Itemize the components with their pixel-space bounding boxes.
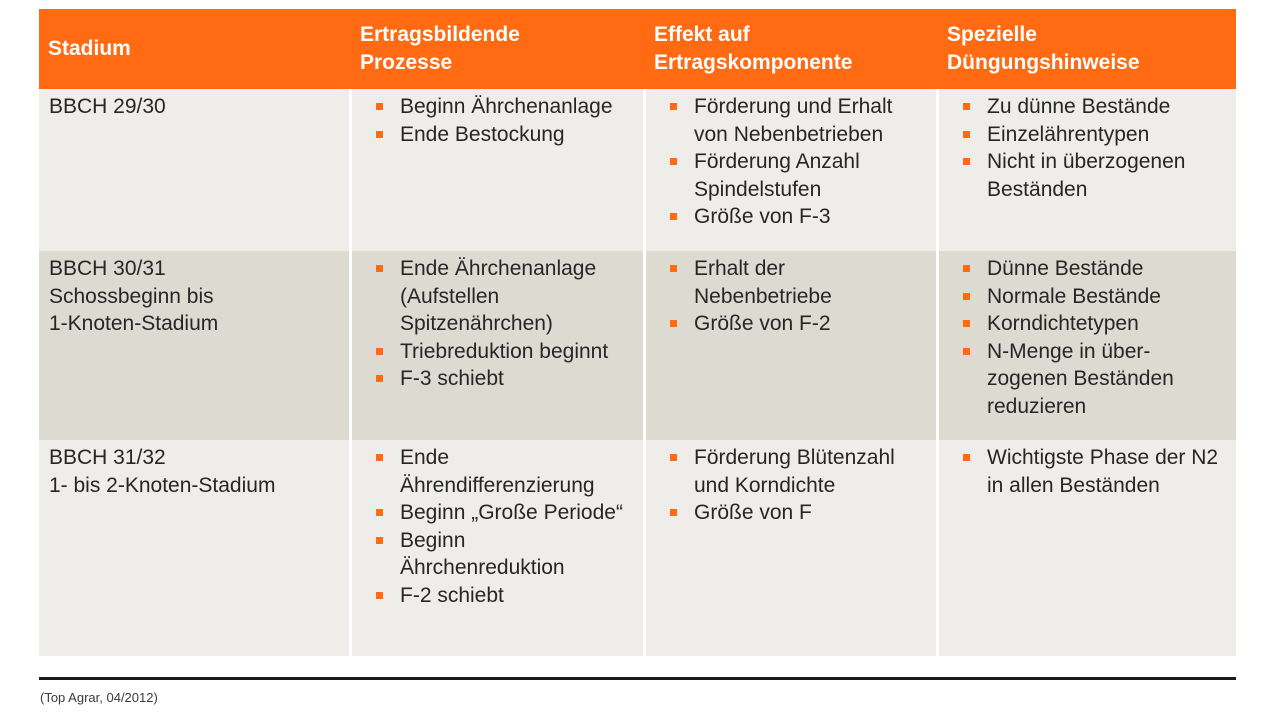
row2-stage-line: 1-Knoten-Stadium <box>49 312 219 336</box>
list-item: Größe von F-3 <box>670 203 928 231</box>
list-item: Förderung Anzahl Spindelstufen <box>670 148 928 203</box>
list-item: Wichtigste Phase der N2 in allen Beständen <box>963 444 1228 499</box>
list-item: Erhalt der Nebenbetriebe <box>670 255 928 310</box>
table-grid <box>39 9 1236 656</box>
header-duengung-line1: Spezielle <box>947 23 1037 46</box>
header-prozesse-line1: Ertragsbildende <box>360 23 520 46</box>
header-prozesse <box>352 9 646 89</box>
row1-stage-cell <box>39 89 352 251</box>
list-item: Beginn Ährchenanlage <box>376 93 635 121</box>
row1-processes-cell <box>352 89 646 251</box>
list-item: Ende Bestockung <box>376 121 635 149</box>
row1-stage-line: BBCH 29/30 <box>49 95 166 118</box>
list-item: F-3 schiebt <box>376 365 635 393</box>
header-stadium-label: Stadium <box>48 37 131 60</box>
list-item: Korndichtetypen <box>963 310 1228 338</box>
list-item: Größe von F-2 <box>670 310 928 338</box>
list-item: Förderung Blütenzahl und Korndichte <box>670 444 928 499</box>
list-item: Dünne Bestände <box>963 255 1228 283</box>
row2-stage-line: BBCH 30/31 <box>49 257 166 280</box>
list-item: Nicht in überzogenen Beständen <box>963 148 1228 203</box>
header-effekt-line2: Ertragskomponente <box>654 51 853 74</box>
bottom-rule <box>39 677 1236 680</box>
list-item: Förderung und Erhalt von Nebenbetrieben <box>670 93 928 148</box>
row3-hints-cell <box>939 440 1236 656</box>
list-item: Ende Ährchenanlage (Aufstellen Spitzenährchen) <box>376 255 635 338</box>
row3-effects-cell <box>646 440 939 656</box>
row2-stage-line: Schossbeginn bis <box>49 284 214 308</box>
header-effekt <box>646 9 939 89</box>
list-item: Normale Bestände <box>963 283 1228 311</box>
list-item: Einzelährentypen <box>963 121 1228 149</box>
row3-stage-line: BBCH 31/32 <box>49 446 166 469</box>
row2-effects-cell <box>646 251 939 440</box>
row3-stage-cell <box>39 440 352 656</box>
header-prozesse-line2: Prozesse <box>360 51 453 74</box>
row3-stage-line: 1- bis 2-Knoten-Stadium <box>49 473 276 497</box>
list-item: F-2 schiebt <box>376 582 635 610</box>
list-item: Triebreduktion beginnt <box>376 338 635 366</box>
list-item: Ende Ährendifferenzierung <box>376 444 635 499</box>
header-effekt-line1: Effekt auf <box>654 23 750 46</box>
list-item: N-Menge in über-zogenen Beständen reduzieren <box>963 338 1228 421</box>
list-item: Größe von F <box>670 499 928 527</box>
list-item: Zu dünne Bestände <box>963 93 1228 121</box>
source-citation: (Top Agrar, 04/2012) <box>40 690 158 705</box>
fertilization-table <box>39 9 1236 656</box>
row3-processes-cell <box>352 440 646 656</box>
list-item: Beginn Ährchenreduktion <box>376 527 635 582</box>
row2-stage-cell <box>39 251 352 440</box>
list-item: Beginn „Große Periode“ <box>376 499 635 527</box>
header-stadium <box>39 9 352 89</box>
row2-hints-cell <box>939 251 1236 440</box>
row1-effects-cell <box>646 89 939 251</box>
row2-processes-cell <box>352 251 646 440</box>
row1-hints-cell <box>939 89 1236 251</box>
header-duengung <box>939 9 1236 89</box>
header-duengung-line2: Düngungshinweise <box>947 51 1140 74</box>
